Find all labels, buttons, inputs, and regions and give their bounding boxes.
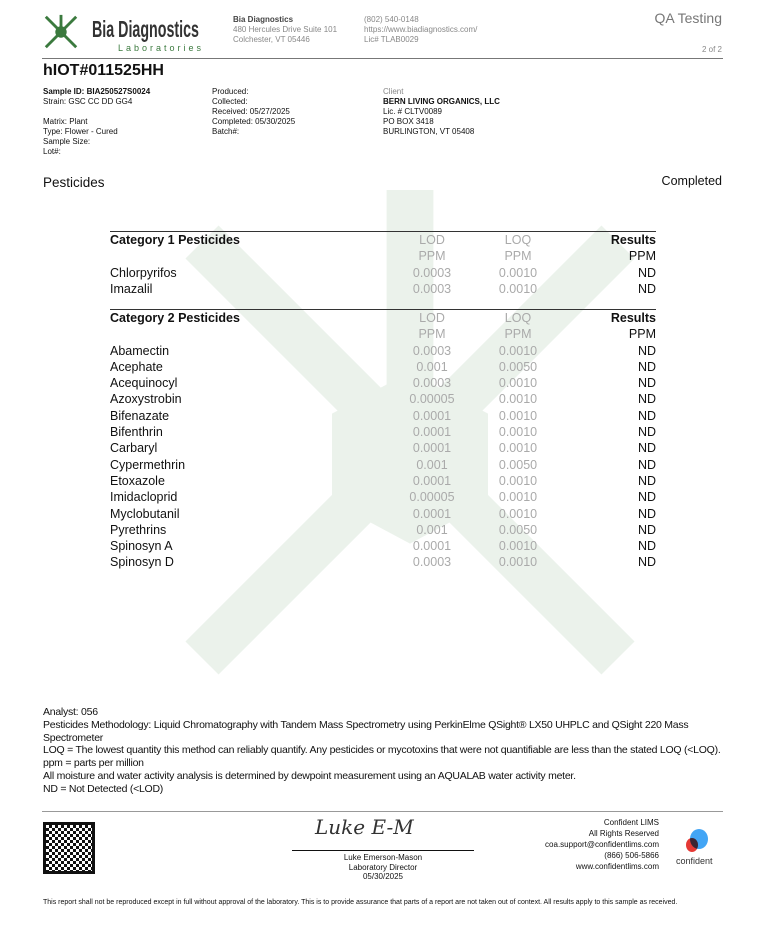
client-address2: BURLINGTON, VT 05408 — [383, 127, 475, 136]
section-title: Pesticides — [43, 175, 105, 190]
category-1-table — [110, 231, 656, 297]
received: Received: 05/27/2025 — [212, 107, 290, 116]
results-unit: PPM — [628, 327, 656, 342]
result-value: ND — [637, 490, 656, 505]
analyte-name: Azoxystrobin — [110, 392, 182, 407]
loq-value: 0.0010 — [498, 265, 538, 280]
result-value: ND — [637, 457, 656, 472]
signature-script: Luke E-M — [315, 815, 414, 839]
lod-value: 0.001 — [416, 359, 448, 374]
lod-value: 0.0003 — [412, 265, 452, 280]
analyte-name: Bifenthrin — [110, 425, 163, 440]
lot-title: hIOT#011525HH — [43, 62, 164, 79]
strain: Strain: GSC CC DD GG4 — [43, 97, 133, 106]
results-header: Results — [561, 232, 656, 249]
sample-id: Sample ID: BIA250527S0024 — [43, 87, 151, 96]
analyte-name: Etoxazole — [110, 473, 165, 488]
table-row — [110, 408, 656, 424]
result-value: ND — [637, 281, 656, 296]
result-value: ND — [637, 343, 656, 358]
table-row — [110, 424, 656, 440]
loq-value: 0.0050 — [498, 359, 538, 374]
analyte-name: Abamectin — [110, 343, 170, 358]
client-label: Client — [383, 87, 404, 96]
client-name: BERN LIVING ORGANICS, LLC — [383, 97, 500, 106]
analyte-name: Acephate — [110, 359, 163, 374]
category-header — [110, 232, 656, 249]
analyte-name: Bifenazate — [110, 408, 170, 423]
lod-header: LOD — [389, 232, 475, 249]
lims-email[interactable]: coa.support@confidentlims.com — [545, 840, 659, 849]
loq-value: 0.0010 — [498, 408, 538, 423]
note-line: LOQ = The lowest quantity this method can reliably quantify. Any pesticides or mycotoxins that were not quantifiable are less than the stated LOQ (<LOQ). — [43, 744, 721, 757]
table-row — [110, 538, 656, 554]
notes — [43, 706, 731, 796]
lod-value: 0.0003 — [412, 281, 452, 296]
note-line: Pesticides Methodology: Liquid Chromatography with Tandem Mass Spectrometry using PerkinElme QSight® LX50 UHPLC and QSight 220 Mass Spectrometer — [43, 718, 689, 744]
lod-value: 0.0003 — [412, 343, 452, 358]
lod-value: 0.0003 — [412, 376, 452, 391]
result-value: ND — [637, 408, 656, 423]
analyte-name: Acequinocyl — [110, 376, 178, 391]
lod-value: 0.0001 — [412, 539, 452, 554]
result-value: ND — [637, 506, 656, 521]
type: Type: Flower - Cured — [43, 127, 118, 136]
table-row — [110, 391, 656, 407]
note-line: All moisture and water activity analysis is determined by dewpoint measurement using an AQUALAB water activity meter. — [43, 769, 576, 782]
result-value: ND — [637, 522, 656, 537]
category-2-table — [110, 309, 656, 571]
lod-value: 0.001 — [416, 457, 448, 472]
signer-role: Laboratory Director — [348, 862, 418, 872]
results-unit: PPM — [628, 249, 656, 264]
batch: Batch#: — [212, 127, 240, 136]
result-value: ND — [637, 265, 656, 280]
lod-value: 0.0003 — [412, 555, 452, 570]
lot: Lot#: — [43, 147, 61, 156]
analyte-name: Myclobutanil — [110, 506, 180, 521]
report-title: QA Testing — [654, 10, 722, 26]
lod-value: 0.0001 — [412, 425, 452, 440]
result-value: ND — [637, 473, 656, 488]
loq-header: LOQ — [475, 310, 561, 327]
loq-value: 0.0010 — [498, 343, 538, 358]
loq-header: LOQ — [475, 232, 561, 249]
loq-value: 0.0010 — [498, 425, 538, 440]
analyte-name: Chlorpyrifos — [110, 265, 177, 280]
qr-code[interactable] — [43, 822, 95, 874]
lod-value: 0.00005 — [409, 392, 455, 407]
lab-address2: Colchester, VT 05446 — [233, 35, 310, 44]
bia-logo-icon — [42, 12, 80, 52]
result-value: ND — [637, 392, 656, 407]
loq-value: 0.0010 — [498, 506, 538, 521]
lod-value: 0.001 — [416, 522, 448, 537]
collected: Collected: — [212, 97, 248, 106]
analyte-name: Imazalil — [110, 281, 153, 296]
loq-value: 0.0010 — [498, 539, 538, 554]
lims-phone: (866) 506-5866 — [604, 851, 659, 860]
disclaimer: This report shall not be reproduced except in full without approval of the laboratory. This is to provide assurance that parts of a report are not taken out of context. All results apply to this sample as received. — [43, 899, 678, 906]
lod-value: 0.0001 — [412, 473, 452, 488]
unit-row — [110, 248, 656, 264]
lab-name: Bia Diagnostics — [92, 16, 199, 42]
loq-value: 0.0010 — [498, 555, 538, 570]
note-line: ND = Not Detected (<LOD) — [43, 782, 164, 795]
loq-value: 0.0010 — [498, 392, 538, 407]
result-value: ND — [637, 425, 656, 440]
lod-unit: PPM — [418, 327, 446, 342]
lims-name: Confident LIMS — [603, 818, 659, 827]
loq-value: 0.0010 — [498, 376, 538, 391]
table-row — [110, 473, 656, 489]
analyte-name: Imidacloprid — [110, 490, 178, 505]
table-row — [110, 265, 656, 281]
table-row — [110, 522, 656, 538]
result-value: ND — [637, 359, 656, 374]
produced: Produced: — [212, 87, 249, 96]
lab-address1: 480 Hercules Drive Suite 101 — [233, 25, 338, 34]
lod-value: 0.0001 — [412, 441, 452, 456]
signer-name: Luke Emerson-Mason — [343, 853, 423, 862]
table-row — [110, 440, 656, 456]
table-row — [110, 375, 656, 391]
matrix: Matrix: Plant — [43, 117, 88, 126]
table-row — [110, 554, 656, 570]
category-title: Category 2 Pesticides — [110, 310, 389, 327]
category-header — [110, 310, 656, 327]
analyte-name: Cypermethrin — [110, 457, 186, 472]
confident-logo-text: confident — [676, 856, 713, 866]
loq-value: 0.0050 — [498, 457, 538, 472]
lab-name-small: Bia Diagnostics — [233, 15, 294, 24]
table-row — [110, 489, 656, 505]
table-row — [110, 457, 656, 473]
result-value: ND — [637, 376, 656, 391]
section-status: Completed — [661, 174, 722, 188]
loq-value: 0.0010 — [498, 441, 538, 456]
sample-size: Sample Size: — [43, 137, 91, 146]
note-line: Analyst: 056 — [43, 706, 98, 718]
page-number: 2 of 2 — [701, 45, 722, 54]
lab-phone: (802) 540-0148 — [364, 15, 419, 24]
loq-value: 0.0010 — [498, 473, 538, 488]
confident-logo-icon — [686, 829, 710, 853]
lod-header: LOD — [389, 310, 475, 327]
lod-value: 0.00005 — [409, 490, 455, 505]
loq-value: 0.0050 — [498, 522, 538, 537]
lab-website[interactable]: https://www.biadiagnostics.com/ — [364, 25, 478, 34]
loq-value: 0.0010 — [498, 490, 538, 505]
analyte-name: Pyrethrins — [110, 522, 167, 537]
lims-rights: All Rights Reserved — [588, 829, 659, 838]
lab-subtitle: Laboratories — [118, 43, 205, 53]
table-row — [110, 506, 656, 522]
loq-unit: PPM — [504, 327, 532, 342]
lab-license: Lic# TLAB0029 — [364, 35, 419, 44]
category-title: Category 1 Pesticides — [110, 232, 389, 249]
analyte-name: Carbaryl — [110, 441, 158, 456]
lod-value: 0.0001 — [412, 506, 452, 521]
results-header: Results — [561, 310, 656, 327]
result-value: ND — [637, 555, 656, 570]
lims-website[interactable]: www.confidentlims.com — [575, 862, 659, 871]
result-value: ND — [637, 539, 656, 554]
client-license: Lic. # CLTV0089 — [383, 107, 442, 116]
analyte-name: Spinosyn A — [110, 539, 173, 554]
table-row — [110, 343, 656, 359]
completed-date: Completed: 05/30/2025 — [212, 117, 296, 126]
lod-value: 0.0001 — [412, 408, 452, 423]
note-line: ppm = parts per million — [43, 757, 144, 770]
unit-row — [110, 326, 656, 342]
client-address1: PO BOX 3418 — [383, 117, 434, 126]
signature-date: 05/30/2025 — [362, 872, 404, 881]
result-value: ND — [637, 441, 656, 456]
analyte-name: Spinosyn D — [110, 555, 174, 570]
table-row — [110, 359, 656, 375]
table-row — [110, 281, 656, 297]
loq-value: 0.0010 — [498, 281, 538, 296]
loq-unit: PPM — [504, 249, 532, 264]
lod-unit: PPM — [418, 249, 446, 264]
